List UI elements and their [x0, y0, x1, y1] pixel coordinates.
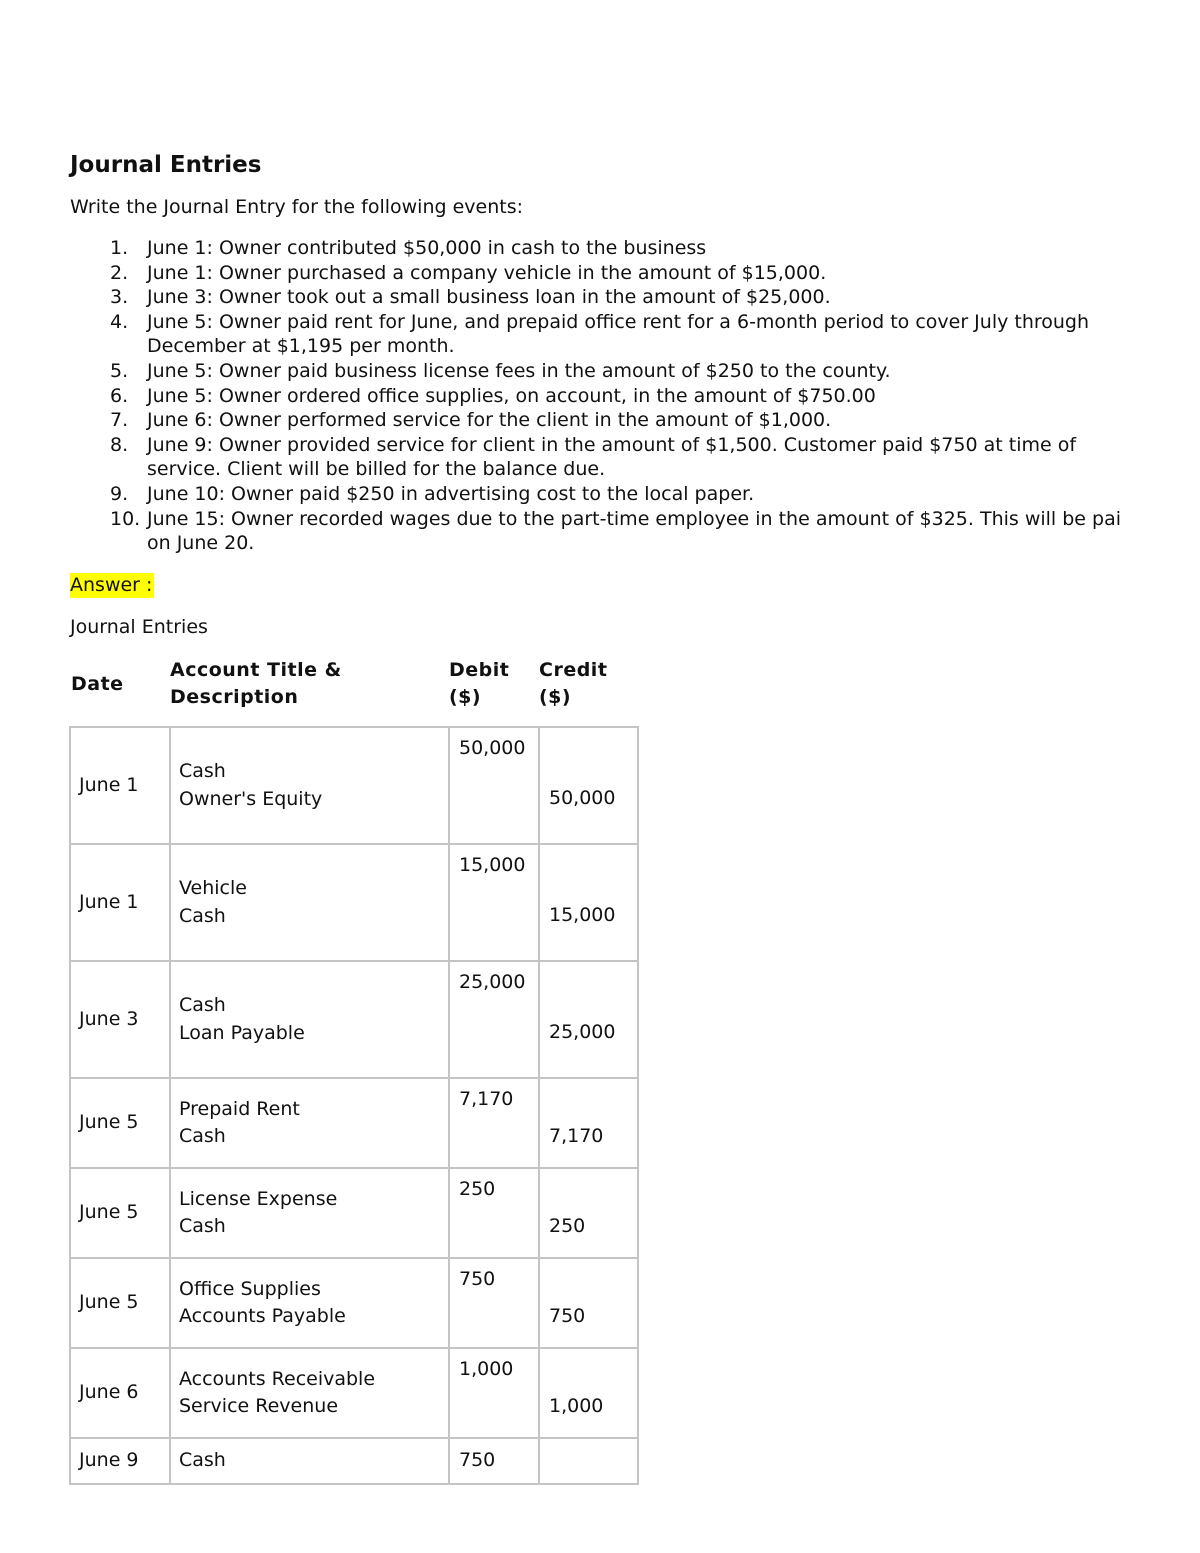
list-number: 4.	[110, 310, 129, 333]
debit-amount: 750	[459, 1268, 496, 1290]
debit-amount: 250	[459, 1178, 496, 1200]
credit-amount: 15,000	[549, 904, 616, 927]
cell-debit	[449, 1348, 539, 1438]
cell-credit	[539, 1438, 638, 1484]
list-number: 10.	[110, 507, 141, 530]
list-number: 7.	[110, 409, 129, 432]
list-item	[70, 433, 1130, 482]
journal-table	[69, 726, 639, 1485]
debit-amount: 750	[459, 1449, 496, 1472]
credit-amount: 25,000	[549, 1021, 616, 1044]
debit-account: License Expense	[179, 1187, 338, 1210]
cell-account	[170, 1348, 449, 1438]
credit-amount: 50,000	[549, 787, 616, 810]
header-credit: Credit ($)	[539, 659, 608, 708]
list-item	[70, 310, 1130, 359]
journal-entries-label: Journal Entries	[70, 616, 208, 638]
cell-debit	[449, 1078, 539, 1168]
cell-date: June 5	[70, 1078, 170, 1168]
list-item	[70, 482, 1130, 507]
debit-account: Cash	[179, 760, 226, 782]
cell-credit	[539, 961, 638, 1078]
table-row	[70, 1438, 638, 1484]
cell-date: June 5	[70, 1258, 170, 1348]
debit-amount: 25,000	[459, 971, 526, 993]
list-number: 9.	[110, 482, 129, 505]
event-text: June 15: Owner recorded wages due to the part-time employee in the amount of $325. This will be pai on June 20.	[147, 507, 1122, 555]
event-text: June 5: Owner ordered office supplies, on account, in the amount of $750.00	[147, 384, 876, 407]
cell-date: June 1	[70, 727, 170, 844]
credit-account: Loan Payable	[179, 1021, 305, 1044]
event-text: June 9: Owner provided service for client in the amount of $1,500. Customer paid $750 at time of service. Client will be billed for the balance due.	[147, 433, 1077, 481]
cell-debit	[449, 844, 539, 961]
list-item	[70, 261, 1130, 286]
credit-amount: 250	[549, 1214, 586, 1237]
list-item	[70, 408, 1130, 433]
debit-account: Vehicle	[179, 877, 247, 899]
credit-account: Cash	[179, 1215, 226, 1237]
event-text: June 5: Owner paid rent for June, and prepaid office rent for a 6-month period to cover July through December at $1,195 per month.	[147, 310, 1090, 358]
cell-account	[170, 1258, 449, 1348]
debit-account: Prepaid Rent	[179, 1097, 300, 1120]
cell-date: June 9	[70, 1438, 170, 1484]
list-number: 5.	[110, 359, 129, 382]
debit-amount: 1,000	[459, 1358, 514, 1380]
table-row	[70, 961, 638, 1078]
list-item	[70, 285, 1130, 310]
cell-credit	[539, 1258, 638, 1348]
table-row	[70, 844, 638, 961]
list-number: 8.	[110, 433, 129, 456]
debit-amount: 50,000	[459, 737, 526, 759]
event-text: June 5: Owner paid business license fees in the amount of $250 to the county.	[147, 359, 891, 382]
list-number: 6.	[110, 384, 129, 407]
table-row	[70, 1078, 638, 1168]
table-row	[70, 1348, 638, 1438]
list-number: 2.	[110, 261, 129, 284]
credit-amount: 1,000	[549, 1394, 604, 1417]
cell-date: June 1	[70, 844, 170, 961]
credit-account: Accounts Payable	[179, 1305, 346, 1327]
debit-account: Cash	[179, 1449, 226, 1472]
header-account: Account Title & Description	[170, 659, 342, 708]
answer-label: Answer :	[70, 574, 153, 596]
cell-account	[170, 727, 449, 844]
cell-account	[170, 844, 449, 961]
credit-account: Cash	[179, 904, 226, 927]
cell-debit	[449, 1438, 539, 1484]
list-number: 3.	[110, 286, 129, 309]
debit-amount: 15,000	[459, 854, 526, 876]
cell-credit	[539, 1168, 638, 1258]
cell-account	[170, 1168, 449, 1258]
list-item	[70, 507, 1130, 556]
credit-account: Service Revenue	[179, 1395, 339, 1417]
credit-account: Owner's Equity	[179, 787, 323, 810]
cell-debit	[449, 1258, 539, 1348]
cell-account	[170, 1078, 449, 1168]
credit-account: Cash	[179, 1125, 226, 1147]
cell-credit	[539, 727, 638, 844]
cell-debit	[449, 1168, 539, 1258]
debit-amount: 7,170	[459, 1088, 514, 1110]
table-row	[70, 1258, 638, 1348]
cell-credit	[539, 844, 638, 961]
list-item	[70, 236, 1130, 261]
cell-date: June 6	[70, 1348, 170, 1438]
cell-credit	[539, 1078, 638, 1168]
list-item	[70, 384, 1130, 409]
debit-account: Accounts Receivable	[179, 1367, 376, 1390]
table-row	[70, 727, 638, 844]
event-text: June 1: Owner contributed $50,000 in cash to the business	[147, 237, 707, 259]
cell-account	[170, 1438, 449, 1484]
event-text: June 1: Owner purchased a company vehicle in the amount of $15,000.	[147, 261, 827, 284]
list-item	[70, 359, 1130, 384]
event-text: June 6: Owner performed service for the client in the amount of $1,000.	[147, 409, 832, 432]
credit-amount: 750	[549, 1304, 586, 1327]
cell-date: June 5	[70, 1168, 170, 1258]
event-text: June 3: Owner took out a small business loan in the amount of $25,000.	[147, 286, 831, 309]
debit-account: Office Supplies	[179, 1277, 321, 1300]
cell-account	[170, 961, 449, 1078]
cell-date: June 3	[70, 961, 170, 1078]
debit-account: Cash	[179, 994, 226, 1016]
header-debit: Debit ($)	[449, 659, 510, 708]
events-list	[70, 236, 1130, 556]
cell-debit	[449, 727, 539, 844]
event-text: June 10: Owner paid $250 in advertising cost to the local paper.	[147, 482, 755, 505]
intro-text: Write the Journal Entry for the following events:	[70, 196, 524, 218]
page-title: Journal Entries	[70, 152, 262, 178]
list-number: 1.	[110, 237, 129, 259]
cell-debit	[449, 961, 539, 1078]
table-row	[70, 1168, 638, 1258]
cell-credit	[539, 1348, 638, 1438]
header-date: Date	[71, 673, 124, 695]
credit-amount: 7,170	[549, 1124, 604, 1147]
